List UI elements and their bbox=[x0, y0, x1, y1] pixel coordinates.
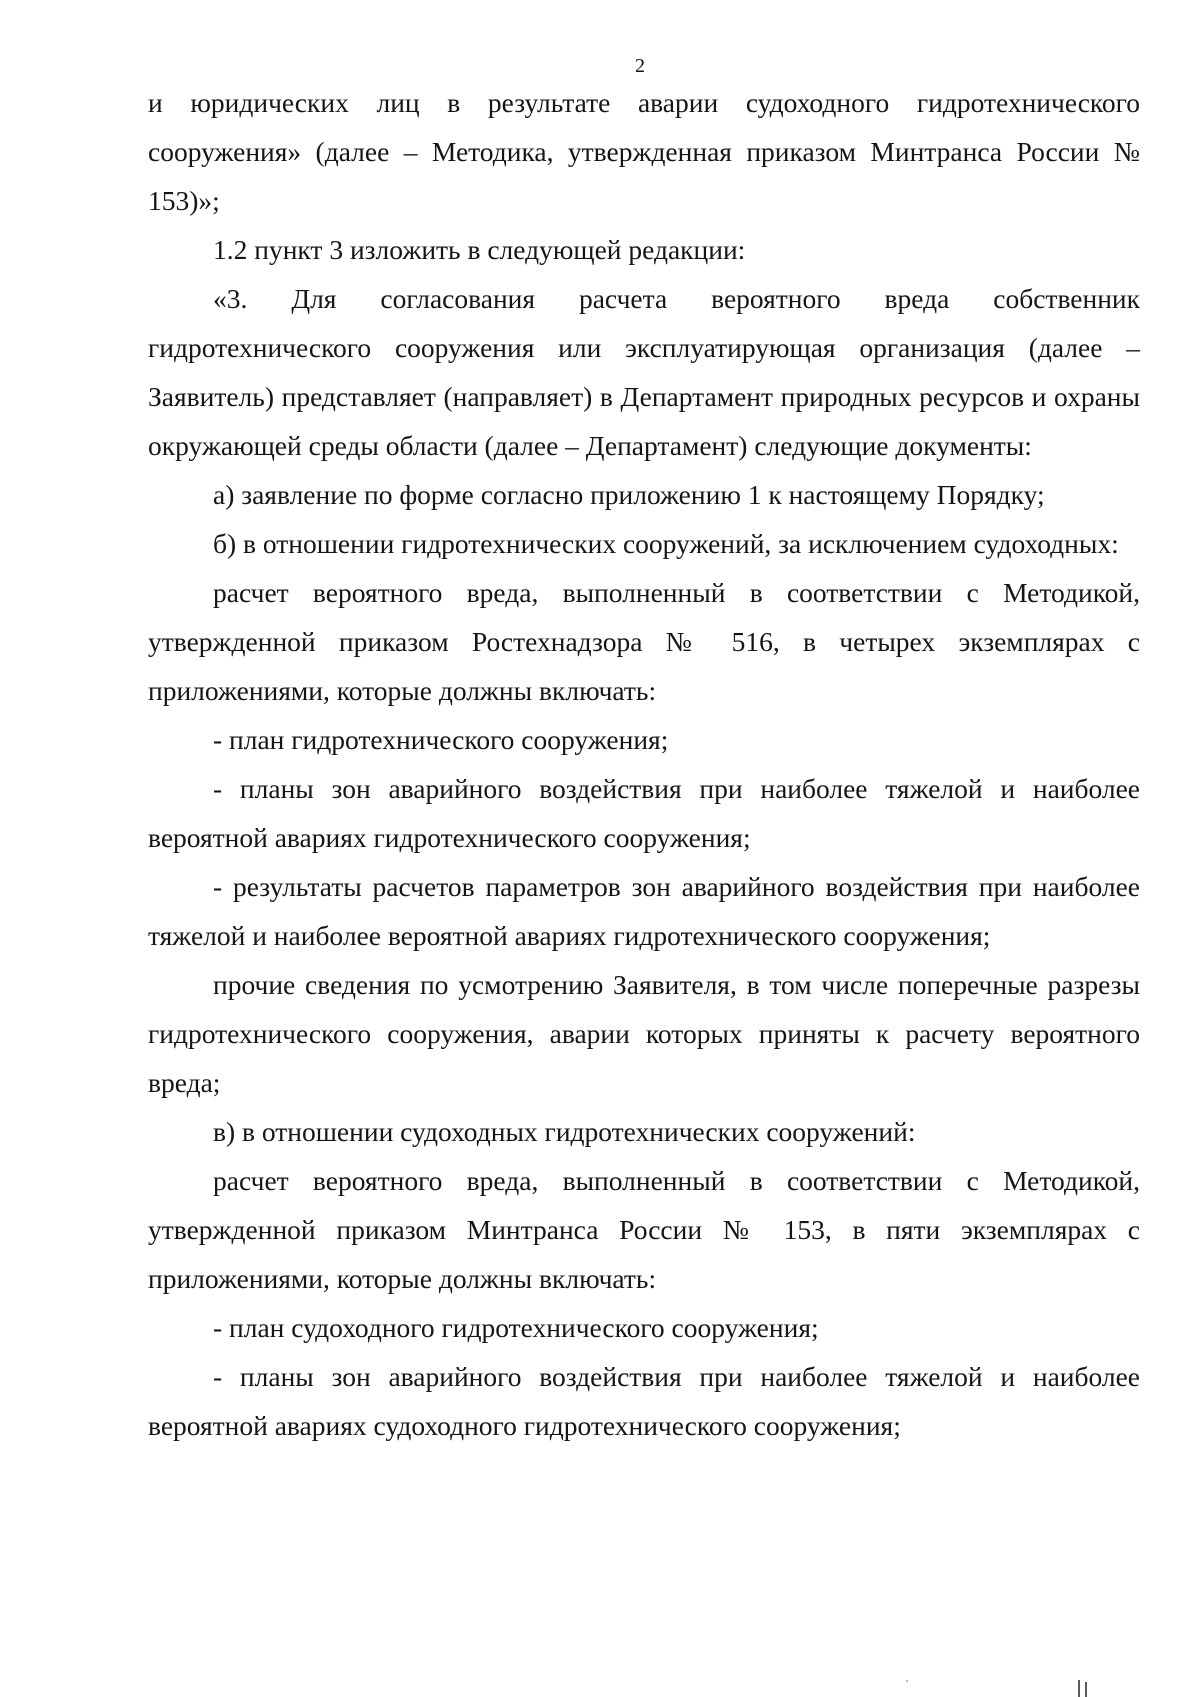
scan-dot bbox=[906, 1680, 908, 1682]
list-item-navigable-zone-plans: - планы зон аварийного воздействия при наиболее тяжелой и наиболее вероятной авариях судоходного гидротехнического сооружения; bbox=[148, 1361, 1140, 1441]
paragraph-subitem-a: а) заявление по форме согласно приложению 1 к настоящему Порядку; bbox=[213, 479, 1045, 510]
paragraph-calculation-516: расчет вероятного вреда, выполненный в соответствии с Методикой, утвержденной приказом Ростехнадзора № 516, в четырех экземплярах с приложениями, которые должны включать: bbox=[148, 577, 1140, 706]
scan-mark bbox=[1078, 1680, 1080, 1697]
paragraph-amendment-1-2: 1.2 пункт 3 изложить в следующей редакции: bbox=[213, 234, 746, 265]
page-number: 2 bbox=[635, 55, 645, 77]
paragraph-continuation: и юридических лиц в результате аварии судоходного гидротехнического сооружения» (далее – Методика, утвержденная приказом Минтранса России № 153)»; bbox=[148, 87, 1140, 216]
list-item-navigable-plan: - план судоходного гидротехнического сооружения; bbox=[213, 1312, 819, 1343]
paragraph-item-3: «3. Для согласования расчета вероятного вреда собственник гидротехнического сооружения или эксплуатирующая организация (далее – Заявитель) представляет (направляет) в Департамент природных ресурсов и охраны окружающей среды области (далее – Департамент) следующие документы: bbox=[148, 283, 1140, 461]
paragraph-subitem-v: в) в отношении судоходных гидротехнических сооружений: bbox=[213, 1116, 916, 1147]
scan-mark bbox=[1085, 1682, 1087, 1697]
paragraph-subitem-b: б) в отношении гидротехнических сооружений, за исключением судоходных: bbox=[213, 528, 1119, 559]
list-item-zone-plans: - планы зон аварийного воздействия при наиболее тяжелой и наиболее вероятной авариях гидротехнического сооружения; bbox=[148, 773, 1140, 853]
list-item-plan: - план гидротехнического сооружения; bbox=[213, 724, 669, 755]
list-item-zone-results: - результаты расчетов параметров зон аварийного воздействия при наиболее тяжелой и наиболее вероятной авариях гидротехнического сооружения; bbox=[148, 871, 1140, 951]
paragraph-calculation-153: расчет вероятного вреда, выполненный в соответствии с Методикой, утвержденной приказом Минтранса России № 153, в пяти экземплярах с приложениями, которые должны включать: bbox=[148, 1165, 1140, 1294]
document-body bbox=[148, 78, 1140, 1450]
paragraph-other-info: прочие сведения по усмотрению Заявителя, в том числе поперечные разрезы гидротехнического сооружения, аварии которых приняты к расчету вероятного вреда; bbox=[148, 969, 1140, 1098]
